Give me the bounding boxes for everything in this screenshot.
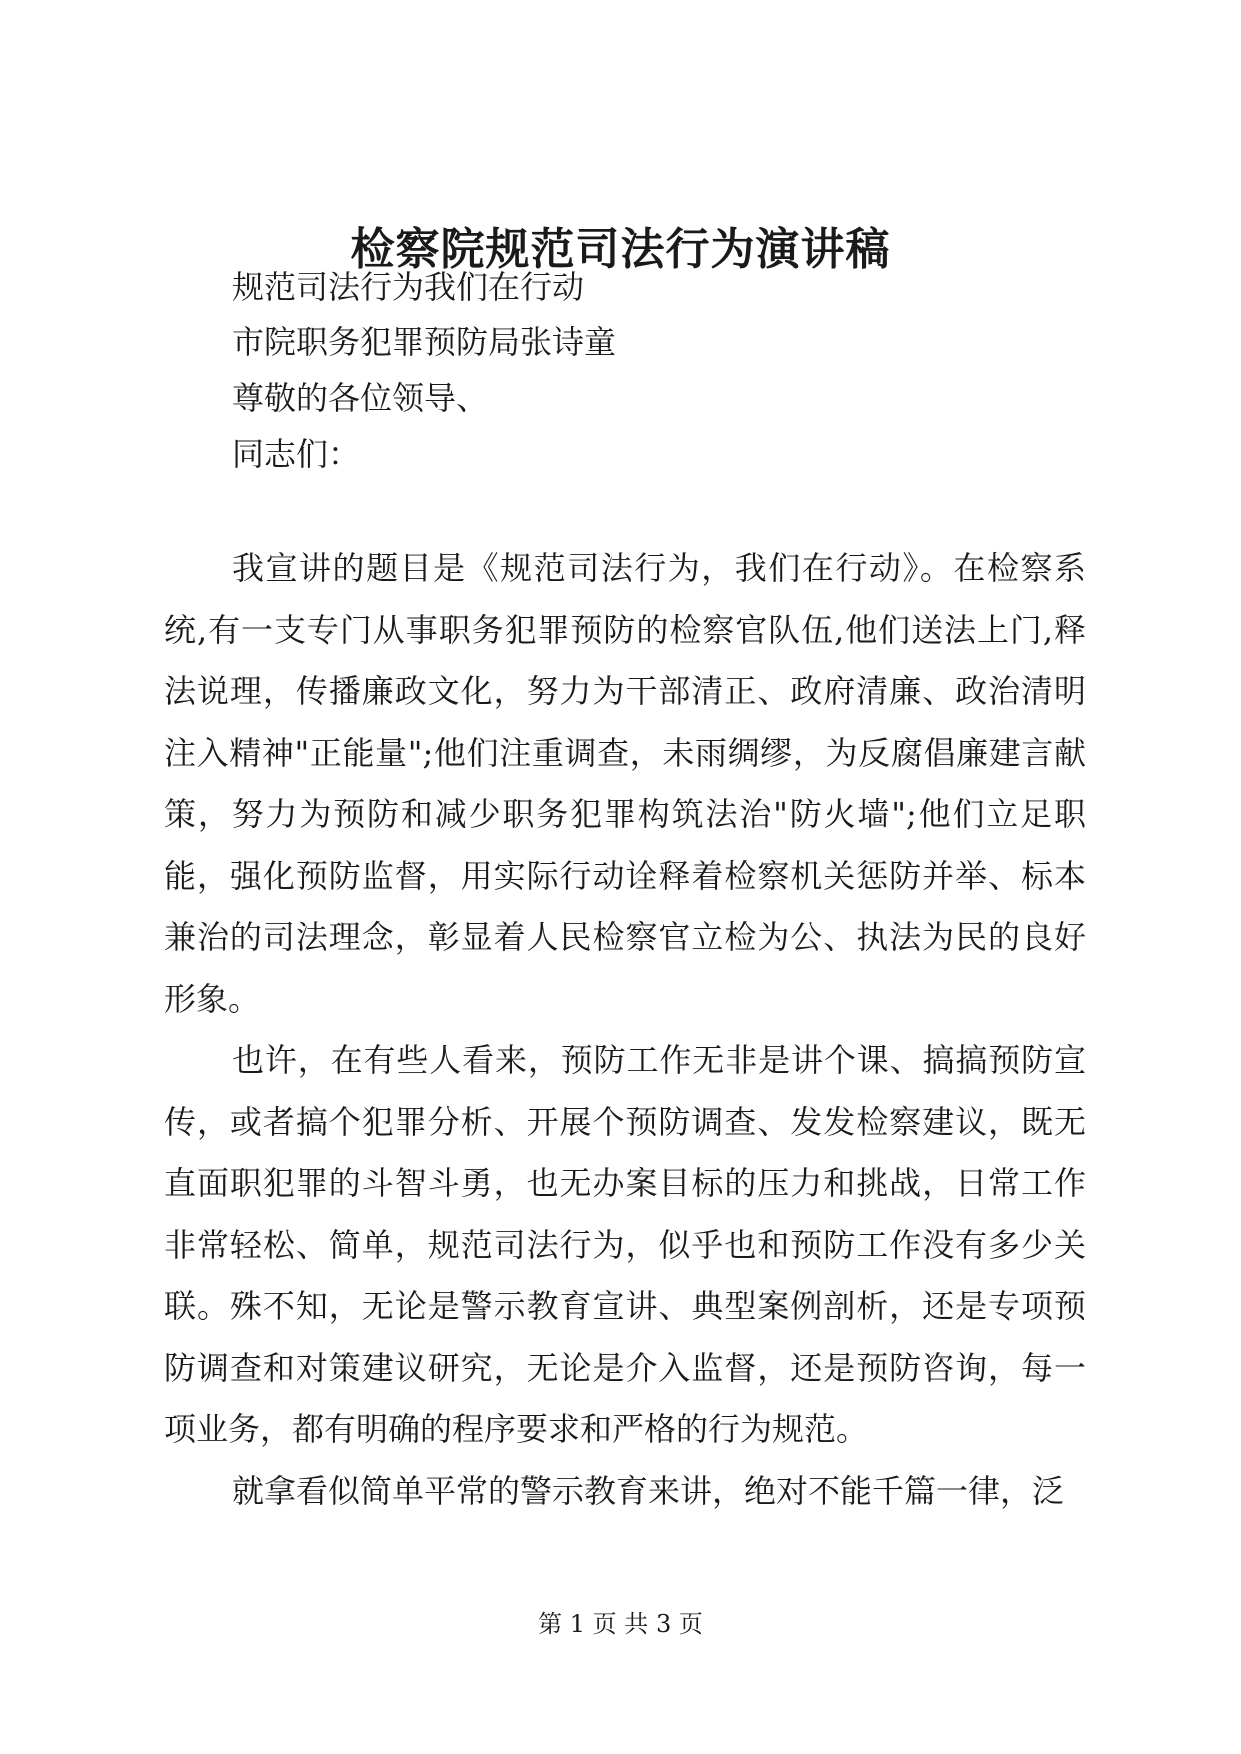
author-line: 市院职务犯罪预防局张诗童	[232, 323, 617, 361]
document-body	[164, 538, 1086, 1522]
document-subtitle: 规范司法行为我们在行动	[232, 268, 585, 306]
salutation-line-1: 尊敬的各位领导、	[232, 379, 489, 417]
body-paragraph: 就拿看似简单平常的警示教育来讲，绝对不能千篇一律，泛	[232, 1471, 1065, 1510]
page-number-label: 第 1 页 共 3 页	[538, 1610, 703, 1638]
body-paragraph: 也许，在有些人看来，预防工作无非是讲个课、搞搞预防宣传，或者搞个犯罪分析、开展个预防调查、发发检察建议，既无直面职犯罪的斗智斗勇，也无办案目标的压力和挑战，日常工作非常轻松、简单，规范司法行为，似乎也和预防工作没有多少关联。殊不知，无论是警示教育宣讲、典型案例剖析，还是专项预防调查和对策建议研究，无论是介入监督，还是预防咨询，每一项业务，都有明确的程序要求和严格的行为规范。	[164, 1041, 1086, 1448]
salutation-line-2: 同志们：	[232, 435, 361, 473]
document-title: 检察院规范司法行为演讲稿	[350, 224, 891, 275]
body-paragraph: 我宣讲的题目是《规范司法行为，我们在行动》。在检察系统,有一支专门从事职务犯罪预防的检察官队伍,他们送法上门,释法说理，传播廉政文化，努力为干部清正、政府清廉、政治清明注入精神"正能量";他们注重调查，未雨绸缪，为反腐倡廉建言献策，努力为预防和减少职务犯罪构筑法治"防火墙";他们立足职能，强化预防监督，用实际行动诠释着检察机关惩防并举、标本兼治的司法理念，彰显着人民检察官立检为公、执法为民的良好形象。	[164, 549, 1086, 1018]
page-footer	[0, 1609, 1241, 1639]
